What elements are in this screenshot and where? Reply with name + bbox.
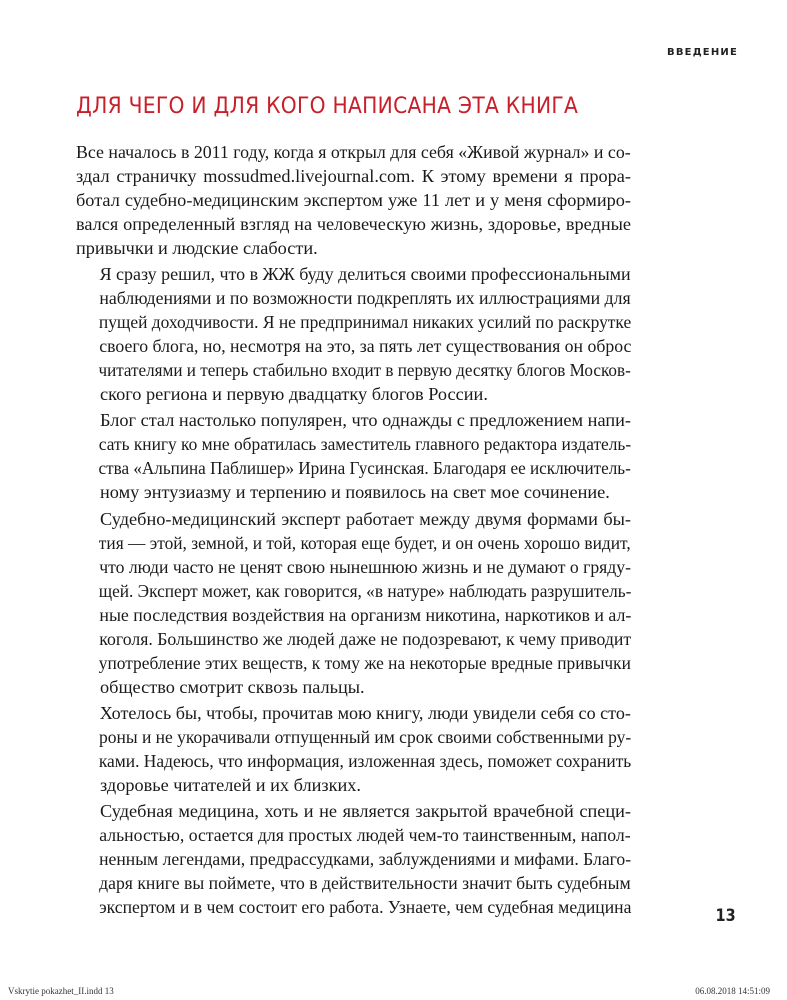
text-line: роны и не укорачивали отпущенный им срок своими собственными ру- [98,726,632,747]
text-line: Судебно-медицинский эксперт работает между двумя формами бы- [100,508,631,529]
text-line: наблюдениями и по возможности подкреплять их иллюстрациями для [99,288,631,309]
text-line: ства «Альпина Паблишер» Ирина Гусинская. Благодаря ее исключитель- [98,458,631,479]
text-line: своего блога, но, несмотря на это, за пять лет существования он оброс [99,336,632,357]
text-line: употребление этих веществ, к тому же на некоторые вредные привычки [98,652,631,673]
text-line: даря книге вы поймете, что в действительности значит быть судебным [99,872,631,893]
page-number: 13 [715,906,736,926]
text-line: ному энтузиазму и терпению и появилось на свет мое сочинение. [100,482,610,503]
body-text [76,140,631,921]
text-line: что люди часто не ценят свою нынешнюю жизнь и не думают о гряду- [99,556,632,577]
text-line: общество смотрит сквозь пальцы. [100,676,365,697]
text-line: щей. Эксперт может, как говорится, «в натуре» наблюдать разрушитель- [98,580,632,601]
text-line: вался определенный взгляд на человеческую жизнь, здоровье, вредные [76,214,631,234]
running-head: ВВЕДЕНИЕ [667,47,738,58]
text-line: ные последствия воздействия на организм никотина, наркотиков и ал- [99,604,632,625]
text-line: тия — этой, земной, и той, которая еще будет, и он очень хорошо видит, [98,532,631,553]
text-line: Блог стал настолько популярен, что однажды с предложением напи- [100,410,631,431]
text-line: здал страничку mossudmed.livejournal.com. К этому времени я прора- [76,166,631,186]
text-line: читателями и теперь стабильно входит в первую десятку блогов Москов- [98,360,631,381]
paragraph [76,140,631,260]
paragraph [76,408,631,504]
text-line: Судебная медицина, хоть и не является закрытой врачебной специ- [100,800,631,821]
text-line: Все началось в 2011 году, когда я открыл для себя «Живой журнал» и со- [76,142,631,162]
text-line: сать книгу ко мне обратилась заместитель главного редактора издатель- [98,434,632,455]
paragraph [76,262,631,406]
paragraph [76,701,631,797]
text-line: ненным легендами, предрассудками, заблуждениями и мифами. Благо- [99,848,632,869]
text-line: ботал судебно-медицинским экспертом уже 11 лет и у меня сформиро- [76,190,631,210]
text-line: Я сразу решил, что в ЖЖ буду делиться своими профессиональными [99,264,631,285]
chapter-title: ДЛЯ ЧЕГО И ДЛЯ КОГО НАПИСАНА ЭТА КНИГА [76,94,579,119]
paragraph [76,799,631,919]
text-line: альностью, остается для простых людей чем-то таинственным, напол- [99,824,631,845]
text-line: ского региона и первую двадцатку блогов России. [100,384,488,405]
text-line: ками. Надеюсь, что информация, изложенная здесь, поможет сохранить [98,750,632,771]
text-line: Хотелось бы, чтобы, прочитав мою книгу, люди увидели себя со сто- [99,702,631,723]
text-line: экспертом и в чем состоит его работа. Узнаете, чем судебная медицина [99,896,632,917]
print-slug-file: Vskrytie pokazhet_II.indd 13 [8,986,114,996]
text-line: коголя. Большинство же людей даже не подозревают, к чему приводит [99,628,632,649]
paragraph [76,507,631,699]
print-slug-datetime: 06.08.2018 14:51:09 [695,986,770,996]
text-line: здоровье читателей и их близких. [100,774,361,795]
text-line: пущей доходчивости. Я не предпринимал никаких усилий по раскрутке [98,312,632,333]
text-line: привычки и людские слабости. [76,238,318,258]
